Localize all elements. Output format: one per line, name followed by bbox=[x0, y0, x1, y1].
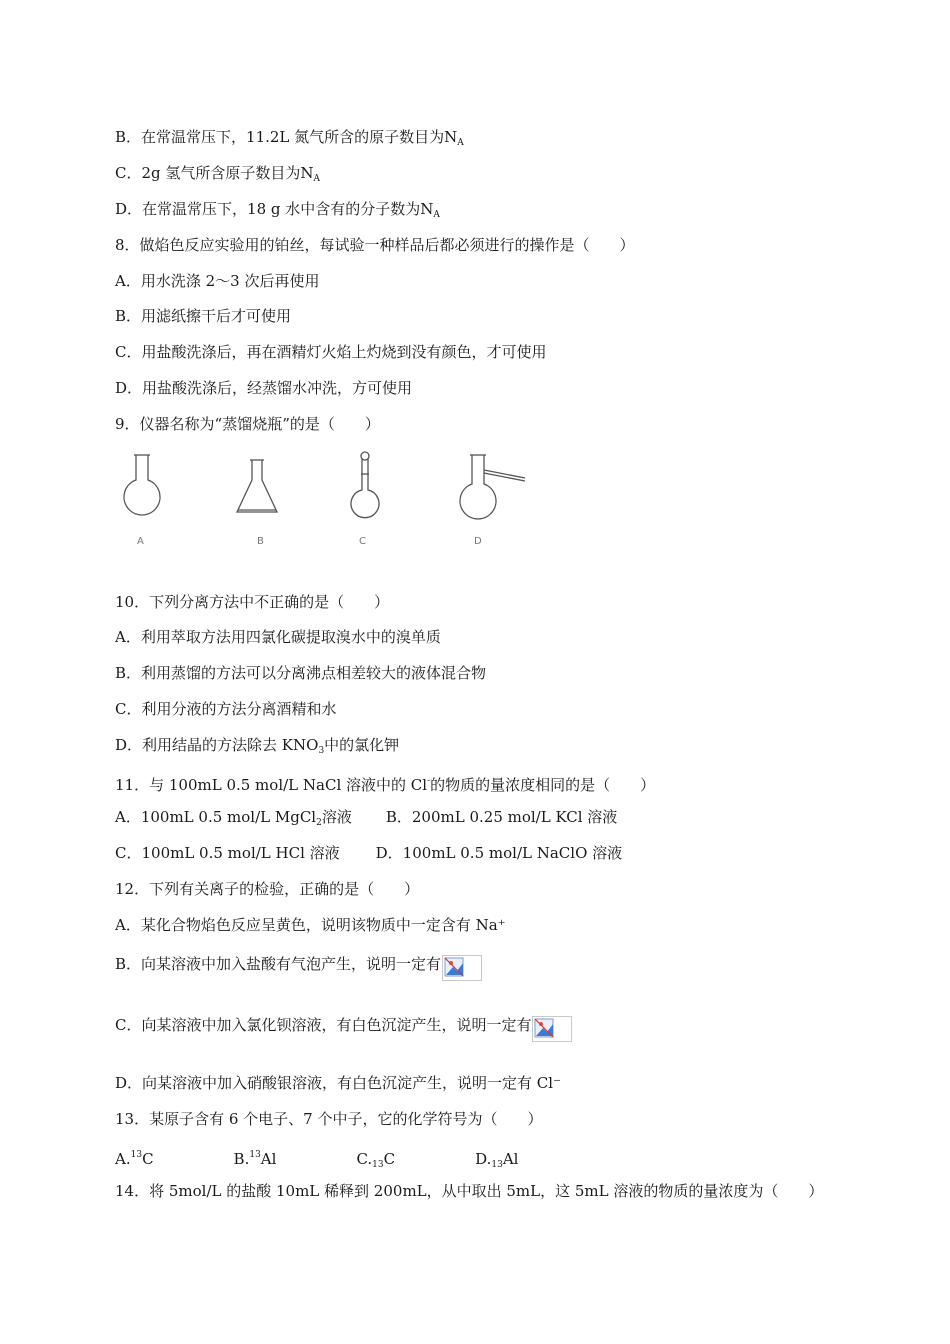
q10-option-a: A．利用萃取方法用四氯化碳提取溴水中的溴单质 bbox=[115, 628, 441, 646]
q8-option-d: D．用盐酸洗涤后，经蒸馏水冲洗，方可使用 bbox=[115, 379, 413, 397]
q8-option-b: B．用滤纸擦干后才可使用 bbox=[115, 307, 292, 325]
question-13: 13．某原子含有 6 个电子、7 个中子，它的化学符号为（ ） bbox=[115, 1110, 543, 1128]
q7-option-b: B．在常温常压下，11.2L 氮气所含的原子数目为$N_A$ bbox=[115, 128, 464, 148]
flask-figure bbox=[115, 450, 545, 550]
q12-option-b: B．向某溶液中加入盐酸有气泡产生，说明一定有 bbox=[115, 954, 482, 981]
q11-options-cd: C．100mL 0.5 mol/L HCl 溶液 D．100mL 0.5 mol/L NaClO 溶液 bbox=[115, 844, 623, 862]
q10-option-d: D．利用结晶的方法除去 $KNO_3$中的氯化钾 bbox=[115, 736, 400, 756]
q12-option-d: D．向某溶液中加入硝酸银溶液，有白色沉淀产生，说明一定有 Cl⁻ bbox=[115, 1074, 561, 1092]
question-9: 9．仪器名称为“蒸馏烧瓶”的是（ ） bbox=[115, 415, 380, 433]
broken-image-icon bbox=[442, 955, 482, 981]
q8-option-c: C．用盐酸洗涤后，再在酒精灯火焰上灼烧到没有颜色，才可使用 bbox=[115, 343, 547, 361]
question-11: 11．与 100mL 0.5 mol/L NaCl 溶液中的 Cl-的物质的量浓度相同的是（ ） bbox=[115, 776, 656, 794]
conical-flask-icon bbox=[237, 460, 277, 512]
broken-image-icon bbox=[532, 1016, 572, 1042]
q7-option-d: D．在常温常压下，18 g 水中含有的分子数为$N_A$ bbox=[115, 200, 440, 220]
figure-label-b: B bbox=[257, 536, 264, 547]
q8-option-a: A．用水洗涤 2～3 次后再使用 bbox=[115, 272, 320, 290]
figure-label-c: C bbox=[359, 536, 366, 547]
question-12: 12．下列有关离子的检验，正确的是（ ） bbox=[115, 880, 420, 898]
q11-options-ab: A．100mL 0.5 mol/L MgCl$_2$溶液 B．200mL 0.25 mol/L KCl 溶液 bbox=[115, 808, 618, 828]
q7-option-c: C．2g 氢气所含原子数目为$N_A$ bbox=[115, 164, 321, 184]
q12-option-a: A．某化合物焰色反应呈黄色，说明该物质中一定含有 Na⁺ bbox=[115, 916, 506, 934]
q10-option-b: B．利用蒸馏的方法可以分离沸点相差较大的液体混合物 bbox=[115, 664, 487, 682]
figure-label-a: A bbox=[137, 536, 144, 547]
question-10: 10．下列分离方法中不正确的是（ ） bbox=[115, 593, 390, 611]
question-8: 8．做焰色反应实验用的铂丝，每试验一种样品后都必须进行的操作是（ ） bbox=[115, 236, 635, 254]
figure-label-d: D bbox=[474, 536, 482, 547]
q13-options: A.$^{13}$C B.$^{13}$Al $C._{13}C$ $D._{13}Al$ bbox=[115, 1150, 519, 1170]
q10-option-c: C．利用分液的方法分离酒精和水 bbox=[115, 700, 337, 718]
round-bottom-flask-icon bbox=[124, 455, 160, 515]
distillation-flask-icon bbox=[460, 455, 525, 519]
flask-drawings bbox=[115, 450, 545, 540]
volumetric-flask-icon bbox=[351, 452, 379, 518]
question-14: 14．将 5mol/L 的盐酸 10mL 稀释到 200mL，从中取出 5mL，这 5mL 溶液的物质的量浓度为（ ） bbox=[115, 1182, 824, 1200]
q12-option-c: C．向某溶液中加入氯化钡溶液，有白色沉淀产生，说明一定有 bbox=[115, 1015, 572, 1042]
